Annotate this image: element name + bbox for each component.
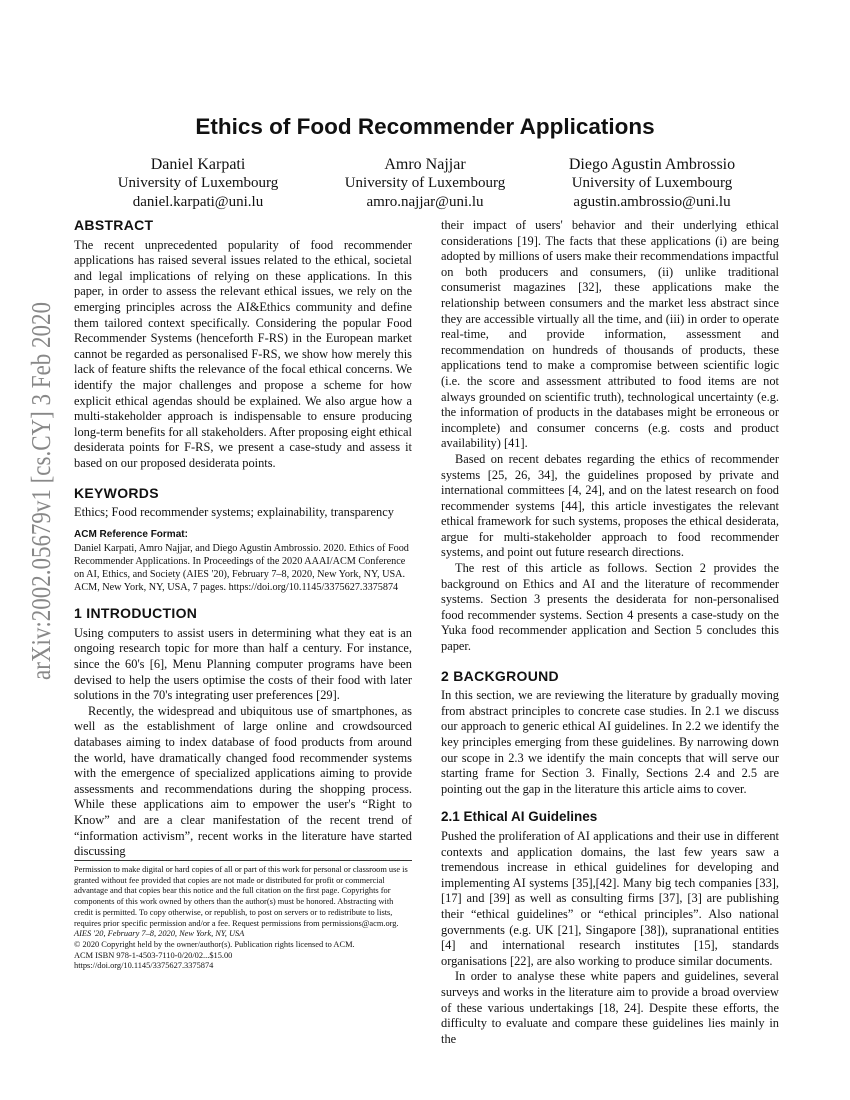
isbn-text: ACM ISBN 978-1-4503-7110-0/20/02...$15.00 bbox=[74, 950, 233, 960]
abstract-heading: ABSTRACT bbox=[74, 217, 154, 233]
author-affiliation: University of Luxembourg bbox=[571, 175, 733, 191]
abstract-text: The recent unprecedented popularity of food recommender applications has raised several issues related to the ethical, societal and legal implications of relying on these applications. In this paper, in order to assess the relevant ethical issues, we rely on the emerging principles across the AI&Ethics community and define them tailored context specifically. Considering the popular Food Recommender Systems (henceforth F-RS) in the European market cannot be regarded as personalised F-RS, we show how merely this lack of feature shifts the relevance of the focal ethical concerns. We identify the major challenges and propose a scheme for how explicit ethical agendas should be explained. We also argue how a multi-stakeholder approach is indispensable to ensure producing long-term benefits for all stakeholders. After proposing eight ethical desiderata points for F-RS, we present a case-study and assess it based on our proposed desiderata points. bbox=[74, 237, 412, 470]
keywords-heading: KEYWORDS bbox=[74, 484, 159, 501]
permission-footnote bbox=[74, 860, 412, 972]
keywords-text: Ethics; Food recommender systems; explainability, transparency bbox=[74, 505, 394, 520]
venue-text: AIES '20, February 7–8, 2020, New York, NY, USA bbox=[74, 929, 245, 939]
background-heading: 2 BACKGROUND bbox=[441, 667, 559, 684]
arxiv-stamp-text: arXiv:2002.05679v1 [cs.CY] 3 Feb 2020 bbox=[26, 300, 56, 680]
background-text: In this section, we are reviewing the literature by gradually moving from abstract principles to concrete case studies. In 2.1 we discuss our approach to generic ethical AI guidelines. In 2.2 we identify the key principles emerging from these guidelines. By narrowing down our scope in 2.3 we identify the main concepts that will serve our starting frame for Section 3. Finally, Sections 2.4 and 2.5 are pointing out the gap in the literature this article aims to cover. bbox=[441, 688, 779, 796]
intro-heading: 1 INTRODUCTION bbox=[74, 605, 198, 622]
author-affiliation: University of Luxembourg bbox=[117, 175, 279, 191]
author-name: Amro Najjar bbox=[384, 156, 466, 173]
acm-ref-text: Daniel Karpati, Amro Najjar, and Diego Agustin Ambrossio. 2020. Ethics of Food Recommender Applications. In Proceedings of the 2020 AAAI/ACM Conference on AI, Ethics, and Society (AIES '20), February 7–8, 2020, New York, NY, USA. ACM, New York, NY, USA, 7 pages. https://doi.org/10.1145/3375627.3375874 bbox=[74, 543, 409, 594]
author-block-3 bbox=[522, 155, 782, 212]
guidelines-heading: 2.1 Ethical AI Guidelines bbox=[441, 809, 598, 825]
author-block-1 bbox=[68, 155, 328, 212]
author-email: agustin.ambrossio@uni.lu bbox=[573, 194, 731, 210]
guidelines-paragraph-1: Pushed the proliferation of AI applications and their use in different contexts and application domains, the last few years saw a tremendous increase in ethical guidelines for developing and implementing AI systems [35],[42]. Many big tech companies [33], [17] and [39] as well as consulting firms [37], [3] are publishing their “ethical guidelines” or “ethical principles”. Also national governments (e.g. UK [21], Singapore [38]), supranational entities [4] and international research institutes [15], standards organisations [22], are also working to produce similar documents. bbox=[441, 828, 779, 968]
paper-title: Ethics of Food Recommender Applications bbox=[195, 114, 655, 139]
right-column bbox=[441, 218, 779, 1047]
author-name: Daniel Karpati bbox=[150, 156, 246, 173]
right-paragraph-1: their impact of users' behavior and their underlying ethical considerations [19]. The facts that these applications (i) are being adopted by millions of users make their recommendations impactful on both producers and consumers, (ii) unlike traditional consumerist magazines [32], these applications make the relationship between consumers and the market less abstract since they are accessible virtually all the time, and (iii) in order to operate real-time, and provide information, assessment and recommendation on hundreds of thousands of products, these applications tend to make a compromise between scientific logic (i.e. the score and assessment attributed to food items are not always grounded on scientific truth), technological uncertainty (e.g. the information of products in the databases might be erroneous or incomplete) and consumer concerns (e.g. costs and product availability) [41]. bbox=[441, 218, 779, 451]
right-paragraph-2: Based on recent debates regarding the ethics of recommender systems [25, 26, 34], the guidelines proposed by private and international committees [4, 24], and on the latest research on food recommender systems [44], this article investigates the relevant ethical framework for such systems, proposes the ethical desiderata, argue for multi-stakeholder approach to food recommender systems, and point out future research directions. bbox=[441, 451, 779, 560]
acm-ref-heading: ACM Reference Format: bbox=[74, 528, 188, 540]
left-column bbox=[74, 218, 412, 860]
intro-paragraph-2: Recently, the widespread and ubiquitous use of smartphones, as well as the establishment of large online and crowdsourced databases aiming to index database of food products from around the world, have dramatically changed food recommender systems with the emergence of specialized applications aiming to provide assessments and recommendations during the shopping process. While these applications aim to empower the user's “Right to Know” and are a clear manifestation of the recent trend of “information activism”, recent works in the literature have started discussing bbox=[74, 703, 412, 859]
author-affiliation: University of Luxembourg bbox=[344, 175, 506, 191]
author-block-2 bbox=[295, 155, 555, 212]
author-email: amro.najjar@uni.lu bbox=[366, 194, 484, 210]
copyright-text: © 2020 Copyright held by the owner/author(s). Publication rights licensed to ACM. bbox=[74, 939, 355, 949]
guidelines-paragraph-2: In order to analyse these white papers and guidelines, several surveys and works in the literature aim to provide a broad overview of these various undertakings [18, 24]. Despite these efforts, the difficulty to evaluate and compare these guidelines lies mainly in the bbox=[441, 969, 779, 1046]
author-email: daniel.karpati@uni.lu bbox=[132, 194, 264, 210]
author-name: Diego Agustin Ambrossio bbox=[568, 156, 736, 173]
right-paragraph-3: The rest of this article as follows. Section 2 provides the background on Ethics and AI and the literature of recommender systems. Section 3 presents the desiderata for non-personalised food recommender systems. Section 4 presents a case-study on the Yuka food recommender application and Section 5 concludes this paper. bbox=[441, 561, 779, 654]
intro-paragraph-1: Using computers to assist users in determining what they eat is an ongoing research topic for more than half a century. For instance, since the 60's [6], Menu Planning computer programs have been devised to help the users optimise the costs of their food with later solutions in the 70's integrating user preferences [29]. bbox=[74, 625, 412, 703]
permission-text: Permission to make digital or hard copies of all or part of this work for personal or classroom use is granted without fee provided that copies are not made or distributed for profit or commercial advantage and that copies bear this notice and the full citation on the first page. Copyrights for components of this work owned by others than the author(s) must be honored. Abstracting with credit is permitted. To copy otherwise, or republish, to post on servers or to redistribute to lists, requires prior specific permission and/or a fee. Request permissions from permissions@acm.org. bbox=[74, 865, 408, 928]
doi-link[interactable]: https://doi.org/10.1145/3375627.3375874 bbox=[74, 961, 214, 971]
arxiv-stamp bbox=[12, 300, 62, 680]
